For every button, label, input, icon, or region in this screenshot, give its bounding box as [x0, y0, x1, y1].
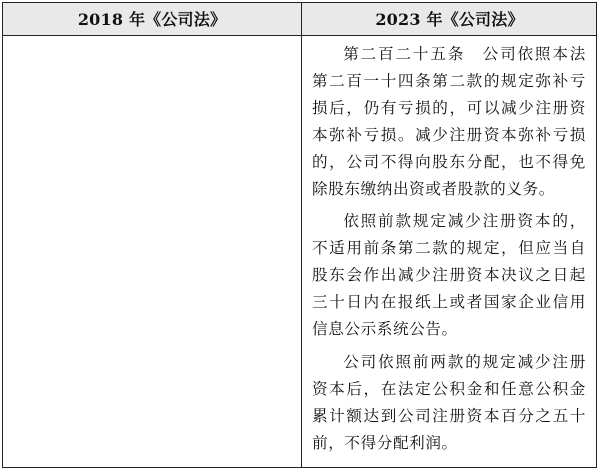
- article-225-paragraph-2: 依照前款规定减少注册资本的，不适用前条第二款的规定，但应当自股东会作出减少注册资本决议之日起三十日内在报纸上或者国家企业信用信息公示系统公告。: [312, 212, 586, 339]
- table-header-row: [3, 3, 596, 36]
- cell-2023-content: [302, 36, 596, 467]
- header-2023-law: 2023 年《公司法》: [375, 10, 524, 29]
- article-225-paragraph-1: 第二百二十五条 公司依照本法第二百一十四条第二款的规定弥补亏损后，仍有亏损的，可以减少注册资本弥补亏损。减少注册资本弥补亏损的，公司不得向股东分配，也不得免除股东缴纳出资或者股款的义务。: [312, 45, 586, 198]
- comparison-table: [2, 2, 597, 468]
- cell-2018-content: [3, 36, 301, 467]
- header-2018-law: 2018 年《公司法》: [77, 10, 227, 29]
- article-225-paragraph-3: 公司依照前两款的规定减少注册资本后，在法定公积金和任意公积金累计额达到公司注册资本百分之五十前，不得分配利润。: [312, 352, 586, 452]
